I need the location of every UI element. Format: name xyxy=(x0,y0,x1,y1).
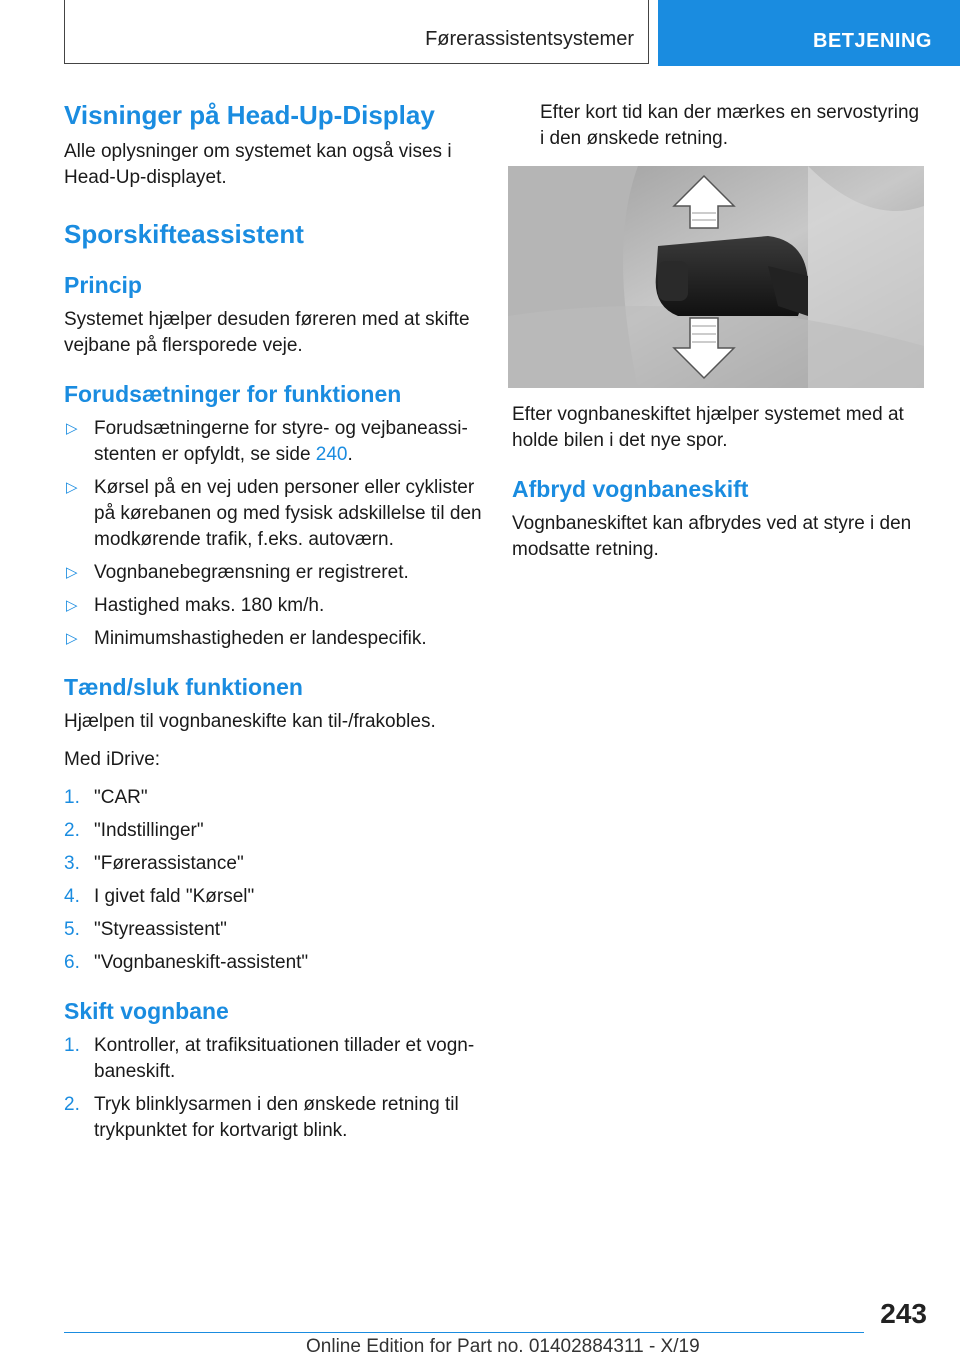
main-heading: Sporskifteassistent xyxy=(64,219,304,249)
list-item: 1. "CAR" xyxy=(64,787,148,808)
list-item: ▷ Forudsætningerne for styre- og vejbaneassi-stenten er opfyldt, se side 240. xyxy=(66,418,468,465)
footer-edition: Online Edition for Part no. 01402884311 - X/19 xyxy=(306,1336,700,1357)
principle-paragraph: Systemet hjælper desuden føreren med at skifte vejbane på flersporede veje. xyxy=(64,309,470,356)
list-item: 2. Tryk blinklysarmen i den ønskede retning til trykpunktet for kortvarigt blink. xyxy=(64,1094,459,1141)
header-section-title: Førerassistentsystemer xyxy=(425,28,634,50)
hud-paragraph: Alle oplysninger om systemet kan også vises i Head-Up-displayet. xyxy=(64,141,452,188)
list-item: 6. "Vognbaneskift-assistent" xyxy=(64,952,309,973)
header-chapter-tab[interactable]: BETJENING xyxy=(658,0,960,66)
page-number: 243 xyxy=(880,1298,927,1329)
triangle-bullet-icon: ▷ xyxy=(66,479,78,496)
list-item: 5. "Styreassistent" xyxy=(64,919,227,940)
turn-signal-lever-photo xyxy=(508,166,924,388)
page-link[interactable]: 240 xyxy=(315,444,348,465)
triangle-bullet-icon: ▷ xyxy=(66,420,78,437)
cancel-heading: Afbryd vognbaneskift xyxy=(512,476,749,502)
right-column xyxy=(512,100,924,575)
requirements-heading: Forudsætninger for funktionen xyxy=(64,381,402,407)
list-item: 1. Kontroller, at trafiksituationen tillader et vogn-baneskift. xyxy=(64,1035,475,1082)
list-item: 2. "Indstillinger" xyxy=(64,820,204,841)
list-item: ▷ Kørsel på en vej uden personer eller cyklister på kørebanen og med fysisk adskillelse til den modkørende trafik, f.eks. autoværn. xyxy=(66,477,482,550)
list-item: 4. I givet fald "Kørsel" xyxy=(64,886,255,907)
requirements-list xyxy=(64,416,484,652)
left-column xyxy=(64,100,484,1156)
principle-heading: Princip xyxy=(64,272,142,298)
after-change-paragraph: Efter vognbaneskiftet hjælper systemet med at holde bilen i det nye spor. xyxy=(512,404,904,451)
cancel-paragraph: Vognbaneskiftet kan afbrydes ved at styre i den modsatte retning. xyxy=(512,513,912,560)
idrive-steps-list xyxy=(64,785,484,976)
change-lane-heading: Skift vognbane xyxy=(64,998,229,1024)
idrive-paragraph: Med iDrive: xyxy=(64,749,161,770)
list-item: 3. "Førerassistance" xyxy=(64,853,244,874)
list-item: ▷ Hastighed maks. 180 km/h. xyxy=(64,593,484,619)
triangle-bullet-icon: ▷ xyxy=(66,564,78,581)
toggle-paragraph: Hjælpen til vognbaneskifte kan til-/frakobles. xyxy=(64,711,436,732)
hud-heading: Visninger på Head-Up-Display xyxy=(64,100,435,130)
steer-paragraph: Efter kort tid kan der mærkes en servostyring i den ønskede retning. xyxy=(540,102,920,149)
toggle-heading: Tænd/sluk funktionen xyxy=(64,674,303,700)
list-item: ▷ Vognbanebegrænsning er registreret. xyxy=(64,560,484,586)
triangle-bullet-icon: ▷ xyxy=(66,597,78,614)
list-item: ▷ Minimumshastigheden er landespecifik. xyxy=(64,626,484,652)
change-steps-list xyxy=(64,1033,484,1144)
footer-divider xyxy=(64,1332,864,1333)
triangle-bullet-icon: ▷ xyxy=(66,630,78,647)
